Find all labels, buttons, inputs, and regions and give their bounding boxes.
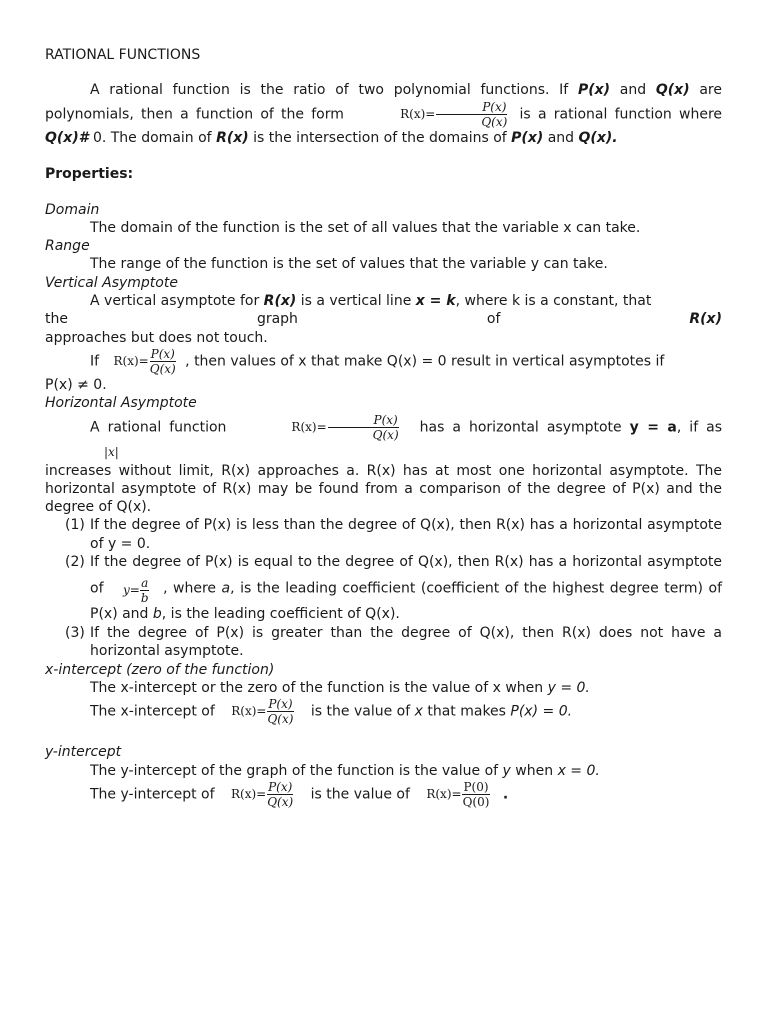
- vertical-if-line: [45, 347, 722, 376]
- formula-lhs: R(x)=: [400, 107, 436, 122]
- domain-text: The domain of the function is the set of all values that the variable x can take.: [90, 219, 641, 236]
- rational-formula: [231, 780, 294, 809]
- numerator: P(x): [436, 100, 507, 115]
- formula-lhs: R(x)=: [113, 353, 149, 368]
- list-text: [90, 553, 722, 624]
- rx-term: R(x): [263, 293, 297, 310]
- rational-formula-zero: [426, 780, 490, 809]
- formula-lhs: R(x)=: [231, 704, 267, 719]
- document-page: [45, 46, 722, 809]
- x-term: x: [414, 703, 423, 720]
- rational-formula: [355, 100, 508, 129]
- rational-formula: [246, 413, 399, 442]
- numerator: P(x): [150, 346, 175, 361]
- numerator: P(0): [463, 779, 489, 794]
- range-heading: Range: [45, 238, 90, 255]
- px-zero: P(x) = 0.: [510, 703, 573, 720]
- rx-term: R(x): [689, 311, 722, 328]
- horizontal-asymptote-heading: Horizontal Asymptote: [45, 395, 197, 412]
- if-word: If: [90, 353, 100, 370]
- vertical-spread-line: [45, 310, 722, 328]
- denominator: Q(x): [481, 115, 508, 130]
- abs-x: |x|: [104, 444, 119, 459]
- horizontal-text: A rational function: [90, 419, 227, 436]
- a-term: a: [221, 580, 231, 597]
- horizontal-asymptote-line: [45, 413, 722, 462]
- denominator: Q(x): [267, 794, 294, 809]
- list-item: [45, 624, 722, 661]
- intro-text: A rational function is the ratio of two polynomial functions. If: [90, 82, 578, 99]
- x-intercept-text: [45, 679, 722, 697]
- yint-text: The y-intercept of: [90, 786, 215, 803]
- horizontal-rules-list: [45, 516, 722, 660]
- list-text-part: If the degree of P(x) is equal to the degree of Q(x), then R(x) has a horizontal asymptote of: [90, 554, 722, 597]
- denominator: Q(x): [267, 712, 294, 727]
- period: .: [502, 786, 509, 803]
- rx-term: R(x): [216, 130, 249, 147]
- numerator: P(x): [268, 779, 293, 794]
- denominator: Q(x): [372, 427, 399, 442]
- vertical-condition: P(x) ≠ 0.: [45, 376, 107, 393]
- yint-text: is the value of: [310, 786, 410, 803]
- xint-text: The x-intercept of: [90, 703, 215, 720]
- x-intercept-formula-line: [45, 697, 722, 726]
- denominator: b: [140, 591, 149, 606]
- formula-fraction: [327, 413, 400, 442]
- list-item: [45, 516, 722, 553]
- horizontal-description: increases without limit, R(x) approaches a. R(x) has at most one horizontal asymptote. The horizontal asymptote of R(x) may be found from a comparison of the degree of P(x) and the degree of Q(x).: [45, 462, 722, 516]
- formula-fraction: [435, 100, 508, 129]
- px-term: P(x): [511, 130, 544, 147]
- y-intercept-text: [45, 762, 722, 780]
- vertical-text: A vertical asymptote for: [90, 293, 264, 310]
- y-intercept-heading: y-intercept: [45, 744, 122, 761]
- formula-fraction: [266, 780, 294, 809]
- vertical-text: , where k is a constant, that: [455, 293, 652, 310]
- xint-text: that makes: [422, 703, 511, 720]
- intro-text: and: [543, 130, 579, 147]
- page-title: RATIONAL FUNCTIONS: [45, 47, 201, 63]
- horizontal-text: , if as: [676, 419, 723, 436]
- rational-formula: [114, 347, 177, 376]
- qx-term: Q(x): [655, 82, 690, 99]
- y-term: y: [502, 762, 511, 779]
- formula-lhs: R(x)=: [426, 786, 462, 801]
- x-equals-k: x = k: [415, 293, 456, 310]
- vertical-asymptote-text: [45, 292, 722, 310]
- numerator: P(x): [268, 697, 293, 712]
- horizontal-text: has a horizontal asymptote: [419, 419, 630, 436]
- numerator: P(x): [328, 413, 399, 428]
- px-term: P(x): [577, 82, 611, 99]
- list-number: (2): [65, 554, 85, 571]
- qx-term: Q(x)#: [45, 130, 89, 147]
- numerator: a: [141, 576, 149, 591]
- vertical-text: is a vertical line: [296, 293, 416, 310]
- vertical-asymptote-heading: Vertical Asymptote: [45, 274, 178, 291]
- intro-text: 0. The domain of: [92, 130, 217, 147]
- denominator: Q(0): [462, 794, 490, 809]
- list-text: If the degree of P(x) is less than the degree of Q(x), then R(x) has a horizontal asymptote of y = 0.: [90, 517, 722, 552]
- x-zero: x = 0.: [557, 762, 600, 779]
- list-text: If the degree of P(x) is greater than the degree of Q(x), then R(x) does not have a horizontal asymptote.: [90, 625, 722, 660]
- list-number: (3): [65, 625, 85, 642]
- vertical-word: of: [486, 311, 501, 328]
- intro-text: are polynomials, then a function of the form: [45, 82, 722, 123]
- y-equals-a-over-b: [123, 576, 150, 605]
- formula-fraction: [149, 347, 177, 376]
- intro-paragraph: [45, 81, 722, 148]
- formula-fraction: [140, 576, 150, 605]
- yint-text: when: [510, 762, 558, 779]
- formula-lhs: y=: [123, 583, 140, 598]
- denominator: Q(x): [149, 361, 176, 376]
- domain-heading: Domain: [45, 201, 100, 218]
- vertical-word: graph: [256, 311, 298, 328]
- y-intercept-formula-line: [45, 780, 722, 809]
- range-text: The range of the function is the set of values that the variable y can take.: [90, 256, 608, 273]
- rational-formula: [231, 697, 294, 726]
- yint-text: The y-intercept of the graph of the function is the value of: [90, 762, 503, 779]
- list-item: [45, 553, 722, 624]
- list-text-part: , is the leading coefficient of Q(x).: [161, 606, 400, 623]
- formula-fraction: [462, 780, 491, 809]
- list-text-part: , where: [163, 580, 222, 597]
- list-text-part: , is the leading coefficient (coefficient of the highest degree term) of P(x) and: [90, 580, 723, 623]
- vertical-text-end: approaches but does not touch.: [45, 329, 268, 346]
- list-number: (1): [65, 517, 85, 534]
- formula-fraction: [266, 697, 294, 726]
- formula-lhs: R(x)=: [230, 786, 267, 801]
- properties-heading: Properties:: [45, 166, 134, 183]
- xint-text: The x-intercept or the zero of the function is the value of x when: [90, 679, 548, 696]
- formula-lhs: R(x)=: [291, 419, 327, 434]
- xint-text: is the value of: [310, 703, 415, 720]
- qx-term: Q(x).: [578, 130, 618, 147]
- y-zero: y = 0.: [547, 679, 590, 696]
- intro-text: is the intersection of the domains of: [248, 130, 512, 147]
- intro-text: and: [610, 82, 656, 99]
- x-intercept-heading: x-intercept (zero of the function): [45, 661, 275, 678]
- b-term: b: [152, 606, 162, 623]
- y-equals-a: y = a: [629, 419, 677, 436]
- intro-text: is a rational function where: [519, 106, 723, 123]
- vertical-word: the: [45, 311, 68, 328]
- vertical-text: , then values of x that make Q(x) = 0 result in vertical asymptotes if: [185, 353, 665, 370]
